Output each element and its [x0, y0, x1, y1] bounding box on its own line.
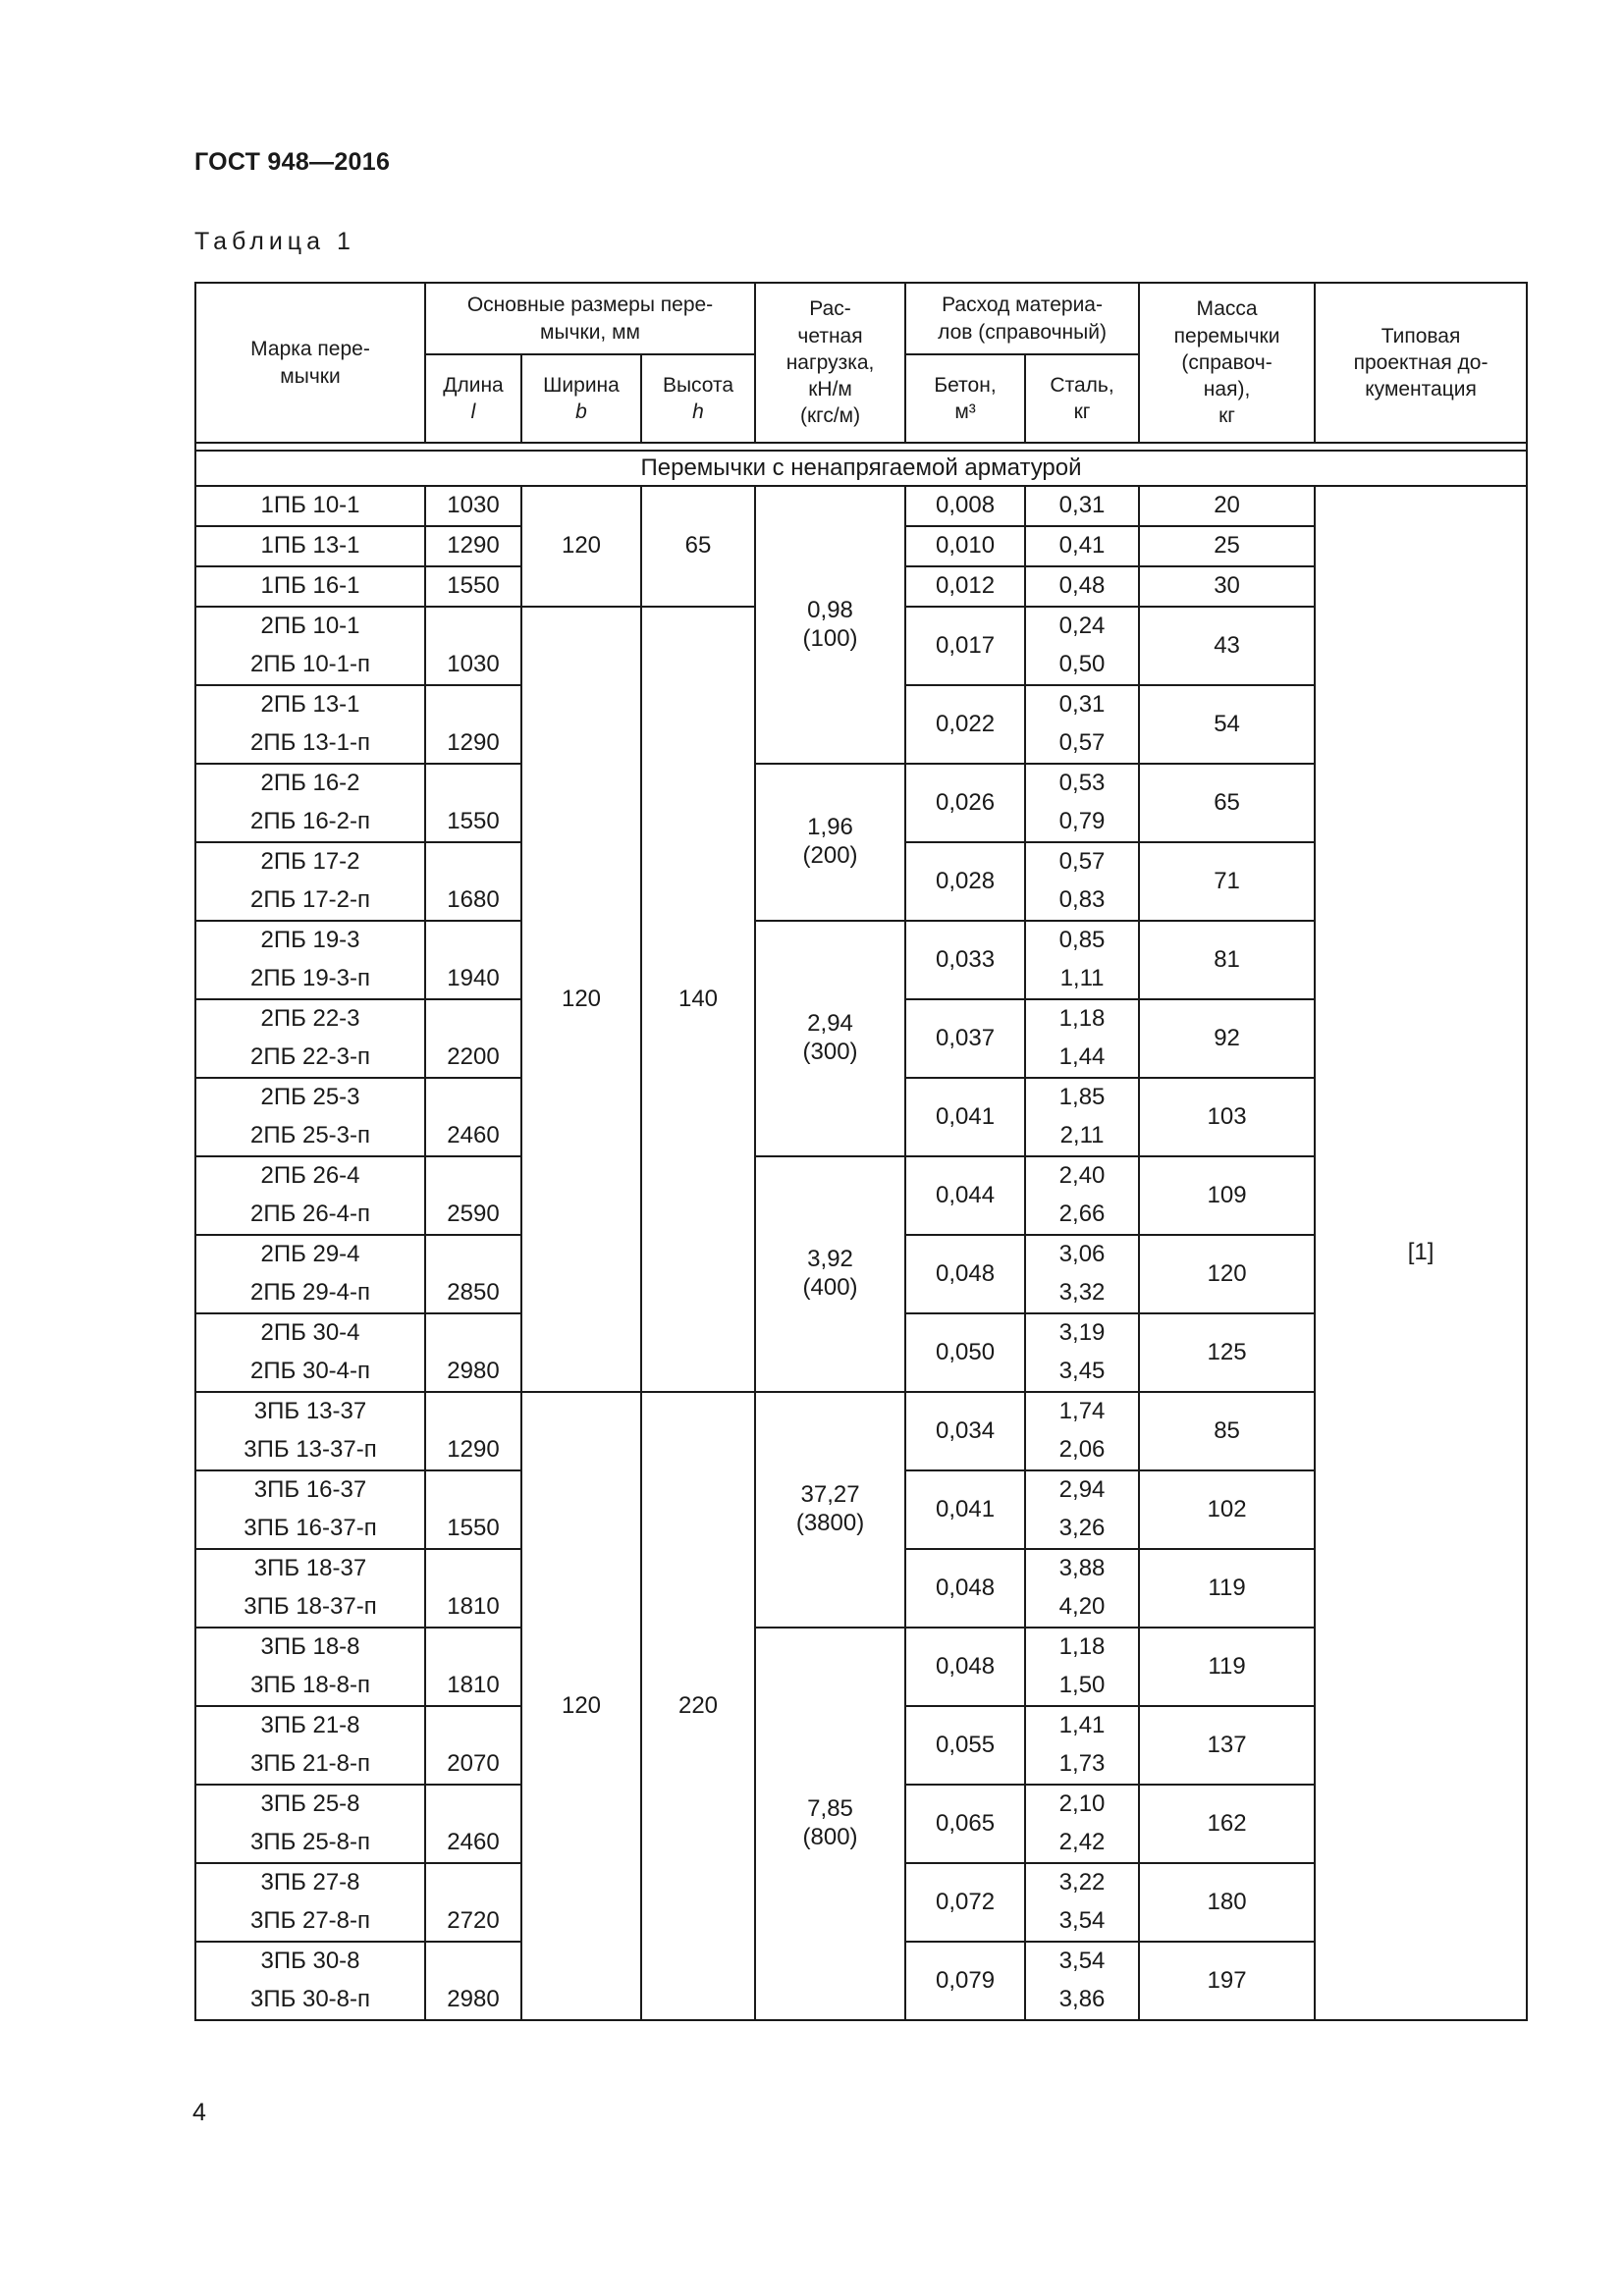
length-cell: 2460 [425, 1824, 521, 1863]
table-caption: Таблица 1 [194, 228, 355, 255]
steel-cell: 1,11 [1025, 960, 1139, 999]
length-cell [425, 1785, 521, 1824]
concrete-cell: 0,033 [905, 921, 1025, 999]
concrete-cell: 0,028 [905, 842, 1025, 921]
mass-cell: 54 [1139, 685, 1315, 764]
mark-cell: 1ПБ 13-1 [195, 526, 425, 566]
load-cell: 3,92 (400) [755, 1156, 905, 1392]
mark-cell: 2ПБ 16-2 [195, 764, 425, 803]
steel-cell: 0,50 [1025, 646, 1139, 685]
mark-cell: 2ПБ 10-1 [195, 607, 425, 646]
mass-cell: 103 [1139, 1078, 1315, 1156]
length-cell: 1290 [425, 724, 521, 764]
concrete-cell: 0,055 [905, 1706, 1025, 1785]
steel-cell: 3,54 [1025, 1902, 1139, 1942]
steel-cell: 1,18 [1025, 1628, 1139, 1667]
mark-cell: 3ПБ 18-8-п [195, 1667, 425, 1706]
length-cell: 2850 [425, 1274, 521, 1313]
concrete-cell: 0,012 [905, 566, 1025, 607]
mass-cell: 81 [1139, 921, 1315, 999]
lintel-table [194, 282, 1528, 2021]
width-cell: 120 [521, 1392, 641, 2020]
concrete-cell: 0,041 [905, 1470, 1025, 1549]
load-cell: 7,85 (800) [755, 1628, 905, 2020]
mark-cell: 2ПБ 13-1 [195, 685, 425, 724]
mark-cell: 2ПБ 29-4-п [195, 1274, 425, 1313]
height-cell: 140 [641, 607, 755, 1392]
mass-cell: 25 [1139, 526, 1315, 566]
mark-cell: 2ПБ 26-4-п [195, 1196, 425, 1235]
steel-cell: 3,86 [1025, 1981, 1139, 2020]
steel-cell: 0,79 [1025, 803, 1139, 842]
concrete-cell: 0,026 [905, 764, 1025, 842]
mark-cell: 3ПБ 13-37-п [195, 1431, 425, 1470]
concrete-cell: 0,044 [905, 1156, 1025, 1235]
length-cell [425, 1156, 521, 1196]
mark-cell: 2ПБ 16-2-п [195, 803, 425, 842]
section-title: Перемычки с ненапрягаемой арматурой [195, 451, 1527, 486]
header-load: Рас- четная нагрузка, кН/м (кгс/м) [755, 283, 905, 443]
mass-cell: 109 [1139, 1156, 1315, 1235]
header-steel: Сталь, кг [1025, 354, 1139, 443]
mark-cell: 2ПБ 29-4 [195, 1235, 425, 1274]
mark-cell: 3ПБ 21-8-п [195, 1745, 425, 1785]
length-cell [425, 1313, 521, 1353]
concrete-cell: 0,041 [905, 1078, 1025, 1156]
concrete-cell: 0,008 [905, 486, 1025, 526]
steel-cell: 1,73 [1025, 1745, 1139, 1785]
mass-cell: 71 [1139, 842, 1315, 921]
length-cell [425, 685, 521, 724]
length-cell [425, 1470, 521, 1510]
mark-cell: 3ПБ 21-8 [195, 1706, 425, 1745]
length-cell: 2980 [425, 1353, 521, 1392]
mark-cell: 1ПБ 16-1 [195, 566, 425, 607]
mark-cell: 2ПБ 22-3 [195, 999, 425, 1039]
length-cell: 2460 [425, 1117, 521, 1156]
length-cell [425, 1549, 521, 1588]
mass-cell: 162 [1139, 1785, 1315, 1863]
concrete-cell: 0,048 [905, 1628, 1025, 1706]
concrete-cell: 0,065 [905, 1785, 1025, 1863]
steel-cell: 0,57 [1025, 842, 1139, 881]
length-cell: 1290 [425, 526, 521, 566]
mass-cell: 102 [1139, 1470, 1315, 1549]
steel-cell: 0,41 [1025, 526, 1139, 566]
length-cell: 2720 [425, 1902, 521, 1942]
steel-cell: 3,32 [1025, 1274, 1139, 1313]
length-cell: 1550 [425, 803, 521, 842]
length-cell: 1810 [425, 1667, 521, 1706]
load-cell: 37,27 (3800) [755, 1392, 905, 1628]
steel-cell: 1,44 [1025, 1039, 1139, 1078]
steel-cell: 2,94 [1025, 1470, 1139, 1510]
header-separator [195, 443, 1527, 451]
header-docs: Типовая проектная до- кументация [1315, 283, 1527, 443]
concrete-cell: 0,050 [905, 1313, 1025, 1392]
concrete-cell: 0,072 [905, 1863, 1025, 1942]
length-cell [425, 1706, 521, 1745]
length-cell: 2070 [425, 1745, 521, 1785]
length-cell: 2200 [425, 1039, 521, 1078]
length-cell [425, 1863, 521, 1902]
length-cell [425, 1078, 521, 1117]
load-cell: 2,94 (300) [755, 921, 905, 1156]
steel-cell: 3,88 [1025, 1549, 1139, 1588]
mass-cell: 43 [1139, 607, 1315, 685]
length-cell: 1030 [425, 486, 521, 526]
steel-cell: 2,11 [1025, 1117, 1139, 1156]
steel-cell: 3,06 [1025, 1235, 1139, 1274]
steel-cell: 2,40 [1025, 1156, 1139, 1196]
length-cell: 1940 [425, 960, 521, 999]
length-cell: 2590 [425, 1196, 521, 1235]
mark-cell: 2ПБ 30-4 [195, 1313, 425, 1353]
width-cell: 120 [521, 607, 641, 1392]
steel-cell: 1,50 [1025, 1667, 1139, 1706]
concrete-cell: 0,022 [905, 685, 1025, 764]
load-cell: 0,98 (100) [755, 486, 905, 764]
mark-cell: 2ПБ 19-3 [195, 921, 425, 960]
concrete-cell: 0,079 [905, 1942, 1025, 2020]
length-cell [425, 999, 521, 1039]
length-cell [425, 1235, 521, 1274]
steel-cell: 3,45 [1025, 1353, 1139, 1392]
mark-cell: 3ПБ 25-8-п [195, 1824, 425, 1863]
length-cell: 1810 [425, 1588, 521, 1628]
header-materials: Расход материа- лов (справочный) [905, 283, 1139, 354]
header-length: Длина l [425, 354, 521, 443]
width-cell: 120 [521, 486, 641, 607]
steel-cell: 3,26 [1025, 1510, 1139, 1549]
mark-cell: 3ПБ 18-37-п [195, 1588, 425, 1628]
height-cell: 220 [641, 1392, 755, 2020]
mass-cell: 92 [1139, 999, 1315, 1078]
header-height: Высота h [641, 354, 755, 443]
mark-cell: 3ПБ 27-8-п [195, 1902, 425, 1942]
steel-cell: 0,85 [1025, 921, 1139, 960]
steel-cell: 2,66 [1025, 1196, 1139, 1235]
steel-cell: 1,41 [1025, 1706, 1139, 1745]
mark-cell: 2ПБ 25-3 [195, 1078, 425, 1117]
length-cell: 1550 [425, 1510, 521, 1549]
length-cell [425, 1392, 521, 1431]
mark-cell: 3ПБ 27-8 [195, 1863, 425, 1902]
mass-cell: 197 [1139, 1942, 1315, 2020]
mark-cell: 2ПБ 17-2-п [195, 881, 425, 921]
header-dimensions: Основные размеры пере- мычки, мм [425, 283, 755, 354]
typical-doc-cell: [1] [1315, 486, 1527, 2020]
mark-cell: 2ПБ 30-4-п [195, 1353, 425, 1392]
concrete-cell: 0,048 [905, 1549, 1025, 1628]
length-cell [425, 842, 521, 881]
header-width: Ширина b [521, 354, 641, 443]
steel-cell: 0,31 [1025, 486, 1139, 526]
concrete-cell: 0,048 [905, 1235, 1025, 1313]
mass-cell: 119 [1139, 1549, 1315, 1628]
steel-cell: 0,57 [1025, 724, 1139, 764]
steel-cell: 1,85 [1025, 1078, 1139, 1117]
mark-cell: 3ПБ 30-8 [195, 1942, 425, 1981]
mark-cell: 3ПБ 18-8 [195, 1628, 425, 1667]
steel-cell: 2,06 [1025, 1431, 1139, 1470]
length-cell: 2980 [425, 1981, 521, 2020]
mark-cell: 3ПБ 13-37 [195, 1392, 425, 1431]
steel-cell: 3,19 [1025, 1313, 1139, 1353]
table-body [195, 443, 1527, 2020]
concrete-cell: 0,034 [905, 1392, 1025, 1470]
header-concrete: Бетон, м³ [905, 354, 1025, 443]
height-cell: 65 [641, 486, 755, 607]
mass-cell: 119 [1139, 1628, 1315, 1706]
steel-cell: 0,53 [1025, 764, 1139, 803]
steel-cell: 1,74 [1025, 1392, 1139, 1431]
mass-cell: 65 [1139, 764, 1315, 842]
length-cell: 1030 [425, 646, 521, 685]
mark-cell: 2ПБ 19-3-п [195, 960, 425, 999]
mark-cell: 3ПБ 16-37 [195, 1470, 425, 1510]
table-row [195, 486, 1527, 526]
header-mark: Марка пере- мычки [195, 283, 425, 443]
mass-cell: 30 [1139, 566, 1315, 607]
steel-cell: 3,22 [1025, 1863, 1139, 1902]
length-cell [425, 607, 521, 646]
steel-cell: 2,42 [1025, 1824, 1139, 1863]
steel-cell: 4,20 [1025, 1588, 1139, 1628]
concrete-cell: 0,037 [905, 999, 1025, 1078]
concrete-cell: 0,017 [905, 607, 1025, 685]
mass-cell: 137 [1139, 1706, 1315, 1785]
mass-cell: 120 [1139, 1235, 1315, 1313]
mass-cell: 20 [1139, 486, 1315, 526]
length-cell: 1680 [425, 881, 521, 921]
steel-cell: 0,83 [1025, 881, 1139, 921]
length-cell: 1290 [425, 1431, 521, 1470]
header-mass: Масса перемычки (справоч- ная), кг [1139, 283, 1315, 443]
steel-cell: 0,48 [1025, 566, 1139, 607]
mark-cell: 2ПБ 26-4 [195, 1156, 425, 1196]
steel-cell: 3,54 [1025, 1942, 1139, 1981]
mark-cell: 2ПБ 10-1-п [195, 646, 425, 685]
mass-cell: 125 [1139, 1313, 1315, 1392]
steel-cell: 0,31 [1025, 685, 1139, 724]
page-number: 4 [192, 2099, 206, 2126]
length-cell [425, 921, 521, 960]
mark-cell: 3ПБ 18-37 [195, 1549, 425, 1588]
mark-cell: 3ПБ 16-37-п [195, 1510, 425, 1549]
steel-cell: 0,24 [1025, 607, 1139, 646]
mark-cell: 2ПБ 13-1-п [195, 724, 425, 764]
mass-cell: 85 [1139, 1392, 1315, 1470]
concrete-cell: 0,010 [905, 526, 1025, 566]
document-id: ГОСТ 948—2016 [194, 148, 391, 176]
load-cell: 1,96 (200) [755, 764, 905, 921]
mark-cell: 2ПБ 22-3-п [195, 1039, 425, 1078]
mark-cell: 2ПБ 17-2 [195, 842, 425, 881]
length-cell [425, 764, 521, 803]
mass-cell: 180 [1139, 1863, 1315, 1942]
mark-cell: 2ПБ 25-3-п [195, 1117, 425, 1156]
steel-cell: 1,18 [1025, 999, 1139, 1039]
mark-cell: 1ПБ 10-1 [195, 486, 425, 526]
length-cell [425, 1628, 521, 1667]
mark-cell: 3ПБ 30-8-п [195, 1981, 425, 2020]
mark-cell: 3ПБ 25-8 [195, 1785, 425, 1824]
length-cell [425, 1942, 521, 1981]
length-cell: 1550 [425, 566, 521, 607]
steel-cell: 2,10 [1025, 1785, 1139, 1824]
